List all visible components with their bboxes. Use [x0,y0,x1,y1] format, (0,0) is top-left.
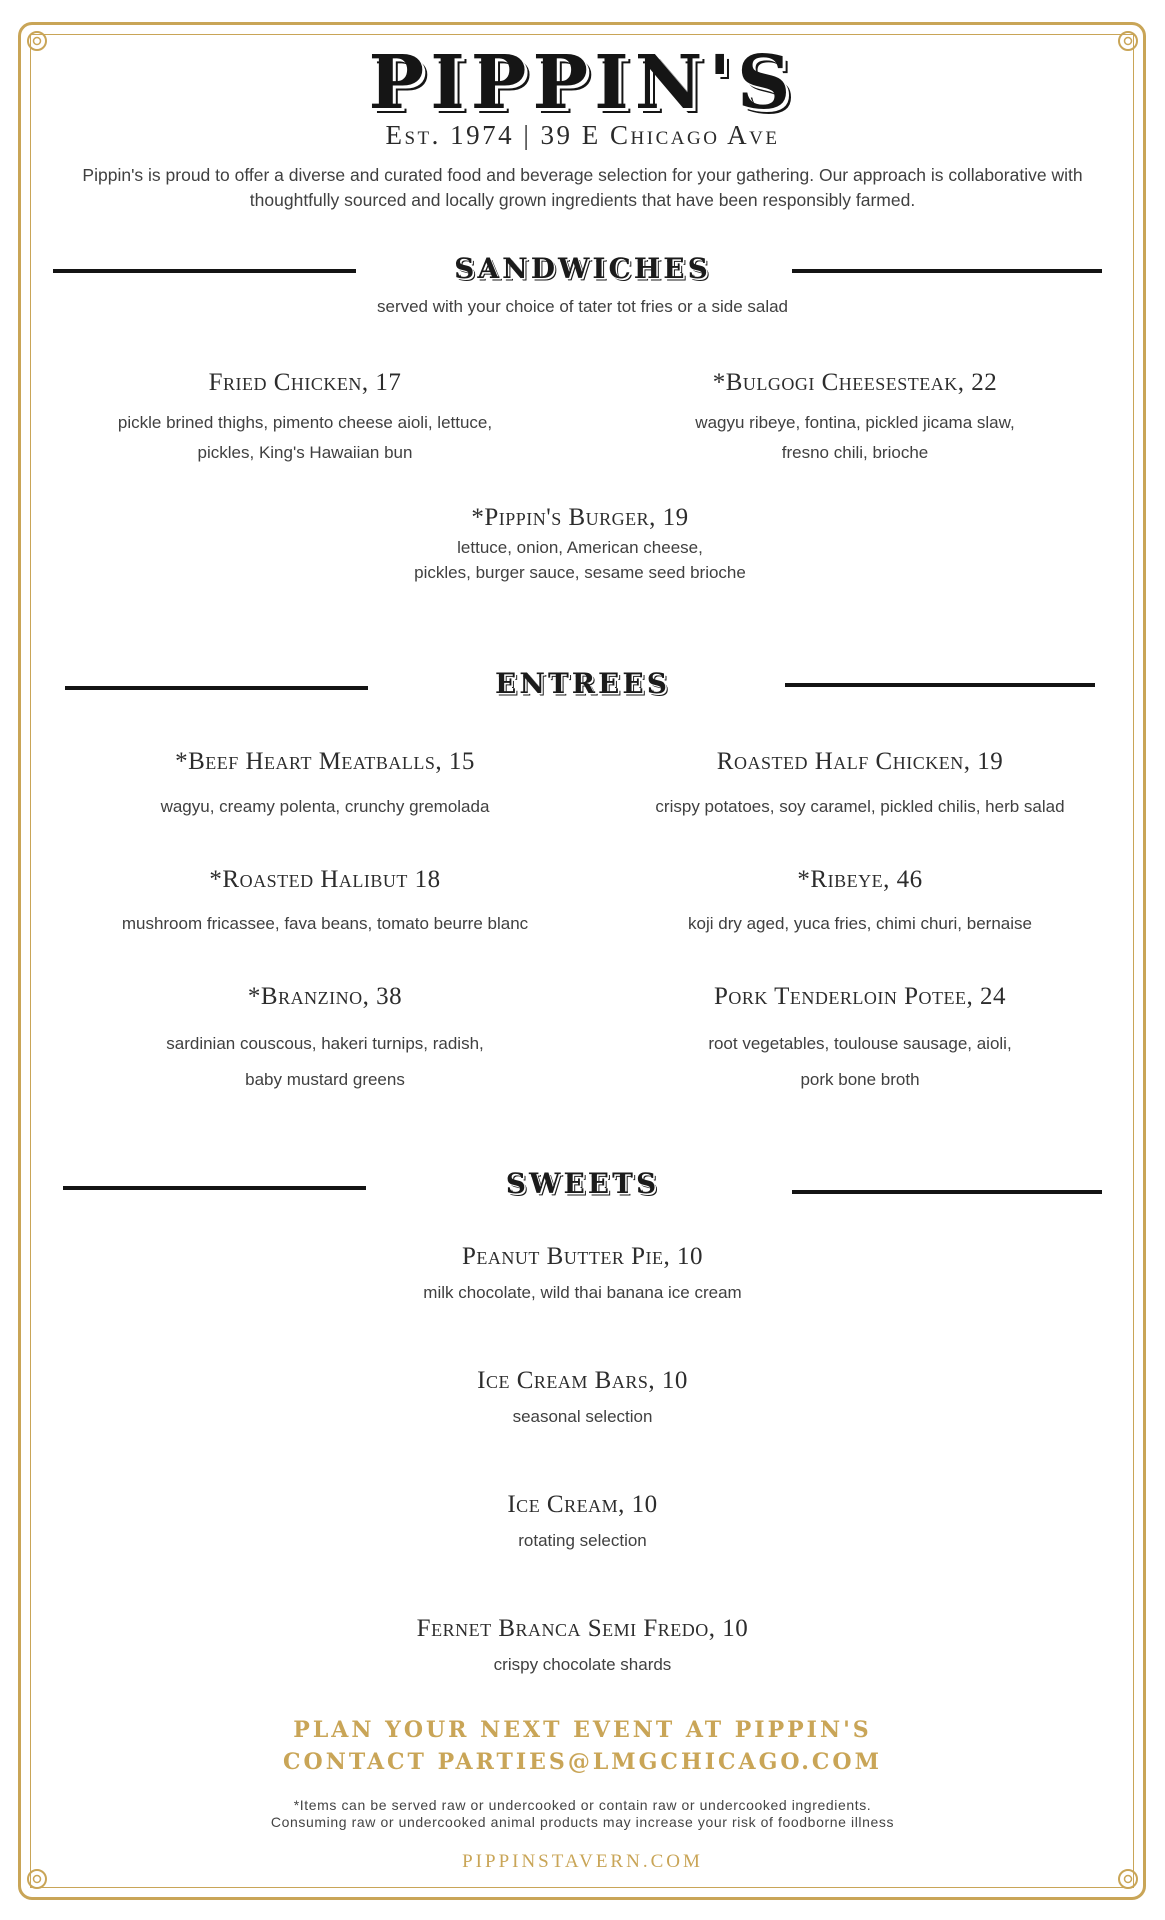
menu-item-description [60,408,550,468]
menu-item-name: *Pippin's Burger, 19 [471,504,689,531]
description-line: wagyu ribeye, fontina, pickled jicama slaw, [695,413,1015,432]
menu-item-description [605,1026,1115,1098]
establishment-line: Est. 1974 | 39 E Chicago Ave [385,120,780,150]
event-promo [0,1714,1165,1778]
description-line: wagyu, creamy polenta, crunchy gremolada [160,797,490,816]
restaurant-logo: PIPPIN'S [368,40,797,126]
menu-item-description [70,909,580,939]
raw-food-disclaimer [0,1797,1165,1831]
menu-item-description [70,792,580,822]
description-line: sardinian couscous, hakeri turnips, radish, [166,1034,484,1053]
menu-item-name: Roasted Half Chicken, 19 [716,748,1004,775]
contact-email-link[interactable]: CONTACT PARTIES@LMGCHICAGO.COM [283,1749,882,1775]
description-line: koji dry aged, yuca fries, chimi churi, bernaise [688,914,1032,933]
menu-item-description [610,408,1100,468]
menu-item-name: Pork Tenderloin Potee, 24 [713,983,1007,1010]
disclaimer-line: *Items can be served raw or undercooked or contain raw or undercooked ingredients. [293,1797,872,1813]
description-line: pickle brined thighs, pimento cheese aioli, lettuce, [117,413,493,432]
menu-item-description [70,1026,580,1098]
menu-item-name: *Beef Heart Meatballs, 15 [175,748,475,775]
description-line: lettuce, onion, American cheese, [457,538,703,557]
description-line: root vegetables, toulouse sausage, aioli, [708,1034,1012,1053]
description-line: pork bone broth [800,1070,920,1089]
menu-item-name: *Ribeye, 46 [797,866,923,893]
menu-item-description: milk chocolate, wild thai banana ice cream [423,1283,742,1302]
intro-line: thoughtfully sourced and locally grown ingredients that have been responsibly farmed. [249,190,916,210]
menu-item-description [605,909,1115,939]
menu-item-name: Fried Chicken, 17 [208,369,402,396]
disclaimer-line: Consuming raw or undercooked animal products may increase your risk of foodborne illness [270,1814,895,1830]
description-line: baby mustard greens [245,1070,405,1089]
menu-item-description [330,535,830,585]
menu-item-name: *Branzino, 38 [247,983,403,1010]
menu-item-name: Ice Cream, 10 [507,1491,658,1518]
section-title-sweets: SWEETS [505,1167,660,1200]
intro-line: Pippin's is proud to offer a diverse and curated food and beverage selection for your gathering. Our approach is collaborative with [82,165,1083,185]
menu-item-name: *Bulgogi Cheesesteak, 22 [712,369,998,396]
menu-item-description: rotating selection [518,1531,647,1550]
section-title-sandwiches: SANDWICHES [454,252,711,285]
menu-item-name: Peanut Butter Pie, 10 [462,1243,703,1270]
promo-line: PLAN YOUR NEXT EVENT AT PIPPIN'S [293,1717,872,1743]
menu-item-name: Fernet Branca Semi Fredo, 10 [416,1615,749,1642]
menu-item-description [605,792,1115,822]
menu-item-name: Ice Cream Bars, 10 [477,1367,688,1394]
description-line: crispy potatoes, soy caramel, pickled chilis, herb salad [655,797,1065,816]
description-line: mushroom fricassee, fava beans, tomato beurre blanc [121,914,529,933]
description-line: pickles, burger sauce, sesame seed brioche [414,563,746,582]
section-subtitle: served with your choice of tater tot fries or a side salad [376,297,789,316]
section-title-entrees: ENTREES [495,667,670,700]
description-line: pickles, King's Hawaiian bun [197,443,413,462]
website-link[interactable]: PIPPINSTAVERN.COM [462,1851,703,1872]
menu-item-description: seasonal selection [512,1407,653,1426]
menu-item-name: *Roasted Halibut 18 [209,866,441,893]
menu-item-description: crispy chocolate shards [493,1655,672,1674]
description-line: fresno chili, brioche [781,443,929,462]
intro-text [40,163,1125,213]
